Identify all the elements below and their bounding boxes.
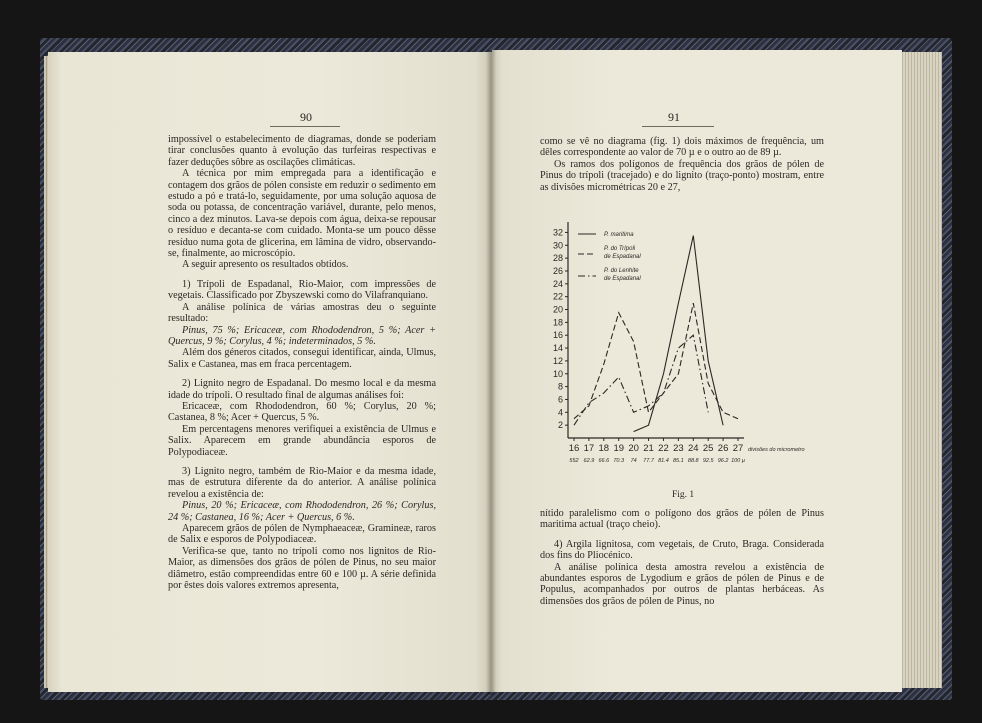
x-tick-label: 27: [732, 443, 744, 454]
page-number-right: 91: [668, 110, 680, 124]
y-tick-label: 22: [552, 291, 563, 302]
paragraph: A análise polínica de várias amostras deu o seguinte resultado:: [168, 301, 436, 325]
y-tick-label: 26: [552, 265, 563, 276]
x-tick-label: 26: [717, 443, 729, 454]
x-sub-label: 70.3: [613, 458, 625, 464]
paragraph: Em percentagens menores verifiquei a existência de Ulmus e Salix. Aparecem em grande abundância esporos de Polypodiaceæ.: [168, 423, 436, 458]
x-tick-label: 23: [673, 443, 684, 454]
left-page-body: [168, 134, 436, 591]
folio-rule: [270, 126, 340, 127]
x-sub-label: 96.2: [717, 458, 729, 464]
paragraph: como se vê no diagrama (fig. 1) dois máximos de frequência, um dêles correspondente ao valor de 70 µ e o outro ao de 89 µ.: [540, 136, 824, 159]
page-number-left: 90: [300, 110, 312, 124]
x-sub-label: 74: [630, 458, 637, 464]
paragraph: nítido paralelismo com o polígono dos grãos de pólen de Pinus maritima actual (traço cheio).: [540, 508, 824, 531]
paragraph: 1) Trípoli de Espadanal, Rio-Maior, com impressões de vegetais. Classificado por Zbyszewski como do Vilafranquiano.: [168, 278, 436, 302]
x-tick-label: 18: [598, 443, 610, 454]
figure-caption: Fig. 1: [672, 490, 695, 500]
paragraph: Pinus, 20 %; Ericaceæ, com Rhododendron, 26 %; Corylus, 24 %; Castanea, 16 %; Acer + Quercus, 6 %.: [168, 500, 436, 523]
paragraph: Ericaceæ, com Rhododendron, 60 %; Corylus, 20 %; Castanea, 8 %; Acer + Quercus, 5 %.: [168, 400, 436, 424]
paragraph: Além dos géneros citados, consegui identificar, ainda, Ulmus, Salix e Castanea, mas em fraca percentagem.: [168, 347, 436, 370]
x-sub-label: 62.9: [583, 458, 595, 464]
x-sub-label: 85.1: [673, 458, 684, 464]
y-tick-label: 2: [557, 420, 563, 431]
x-tick-label: 22: [658, 443, 669, 454]
right-page-edges: [900, 52, 942, 688]
paragraph: impossível o estabelecimento de diagramas, donde se poderiam tirar conclusões quanto à evolução das turfeiras respectivas e fazer deduções sôbre as oscilações climáticas.: [168, 134, 436, 168]
y-tick-label: 10: [552, 368, 563, 379]
y-tick-label: 18: [552, 317, 563, 328]
book-gutter: [486, 50, 496, 695]
paragraph: 2) Lignito negro de Espadanal. Do mesmo local e da mesma idade do trípoli. O resultado final de algumas análises foi:: [168, 378, 436, 401]
y-tick-label: 14: [552, 343, 563, 354]
x-sub-label: 100 µ: [731, 458, 745, 464]
x-axis-label: divisões do micrometro: [748, 447, 805, 453]
x-sub-label: 552: [569, 458, 579, 464]
y-tick-label: 28: [552, 253, 563, 264]
pollen-frequency-chart: [548, 218, 828, 484]
paragraph: A técnica por mim empregada para a identificação e contagem dos grãos de pólen consiste em reduzir o sedimento em estudo a pó e tratá-lo, seguidamente, por uma solução aquosa de soda ou potassa, de concentração variável, durante, pelo menos, cinco a dez minutos. Lava-se depois com água, deixa-se repousar o resíduo e decanta-se com cuidado. Monta-se um pouco dêsse resíduo numa gota de glicerina, em lâmina de vidro, observando-se, finalmente, ao microscópio.: [168, 168, 436, 260]
legend-label: P. maritima: [604, 232, 634, 238]
right-page: [492, 50, 902, 692]
paragraph: A seguir apresento os resultados obtidos.: [182, 259, 349, 271]
x-tick-label: 21: [643, 443, 654, 454]
x-tick-label: 20: [628, 443, 639, 454]
left-page: [48, 52, 493, 692]
paragraph: 4) Argila lignitosa, com vegetais, de Cruto, Braga. Considerada dos fins do Pliocénico.: [540, 538, 824, 562]
right-page-body-top: [540, 136, 824, 193]
series-line: [634, 236, 724, 432]
x-tick-label: 25: [702, 443, 714, 454]
legend-label: P. do Lenhite de Espadanal: [604, 268, 641, 282]
folio-rule: [642, 126, 714, 127]
paragraph: Aparecem grãos de pólen de Nymphaeaceæ, Gramineæ, raros de Salix e esporos de Polypodiaceæ.: [168, 523, 436, 546]
x-tick-label: 17: [583, 443, 595, 454]
y-tick-label: 30: [552, 240, 563, 251]
x-sub-label: 66.6: [598, 458, 610, 464]
y-tick-label: 8: [557, 381, 563, 392]
x-sub-label: 77.7: [643, 458, 654, 464]
x-sub-label: 92.5: [702, 458, 714, 464]
series-line: [574, 335, 708, 425]
x-tick-label: 19: [613, 443, 625, 454]
y-tick-label: 16: [552, 330, 563, 341]
paragraph: Verifica-se que, tanto no trípoli como nos lignitos de Rio-Maior, as dimensões dos grãos de pólen de Pinus, no seu maior diâmetro, estão compreendidas entre 60 e 100 µ. A série definida por êstes dois valores extremos apresenta,: [168, 545, 436, 592]
y-tick-label: 20: [552, 304, 563, 315]
paragraph: A análise polínica desta amostra revelou a existência de abundantes esporos de Lygodium e grãos de pólen de Pinus e de Populus, acompanhados por outros de plantas herbáceas. As dimensões dos grãos de pólen de Pinus, no: [540, 561, 824, 607]
y-tick-label: 4: [557, 407, 563, 418]
y-tick-label: 6: [557, 394, 563, 405]
y-tick-label: 12: [552, 355, 563, 366]
x-tick-label: 16: [568, 443, 580, 454]
x-tick-label: 24: [687, 443, 699, 454]
legend-label: P. do Trípoli de Espadanal: [604, 246, 641, 260]
x-sub-label: 88.8: [687, 458, 699, 464]
paragraph: Pinus, 75 %; Ericaceæ, com Rhododendron, 5 %; Acer + Quercus, 9 %; Corylus, 4 %; indeterminados, 5 %.: [168, 324, 436, 347]
x-sub-label: 81.4: [658, 458, 669, 464]
paragraph: 3) Lignito negro, também de Rio-Maior e da mesma idade, mas de estrutura diferente da do anterior. A análise polínica revelou a existência de:: [168, 465, 436, 500]
y-tick-label: 24: [552, 278, 563, 289]
y-tick-label: 32: [552, 227, 563, 238]
paragraph: Os ramos dos polígonos de frequência dos grãos de pólen de Pinus do trípoli (tracejado) e do lignito (traço-ponto) mostram, entre as divisões micrométricas 20 e 27,: [540, 158, 824, 193]
right-page-body-bottom: [540, 508, 824, 607]
